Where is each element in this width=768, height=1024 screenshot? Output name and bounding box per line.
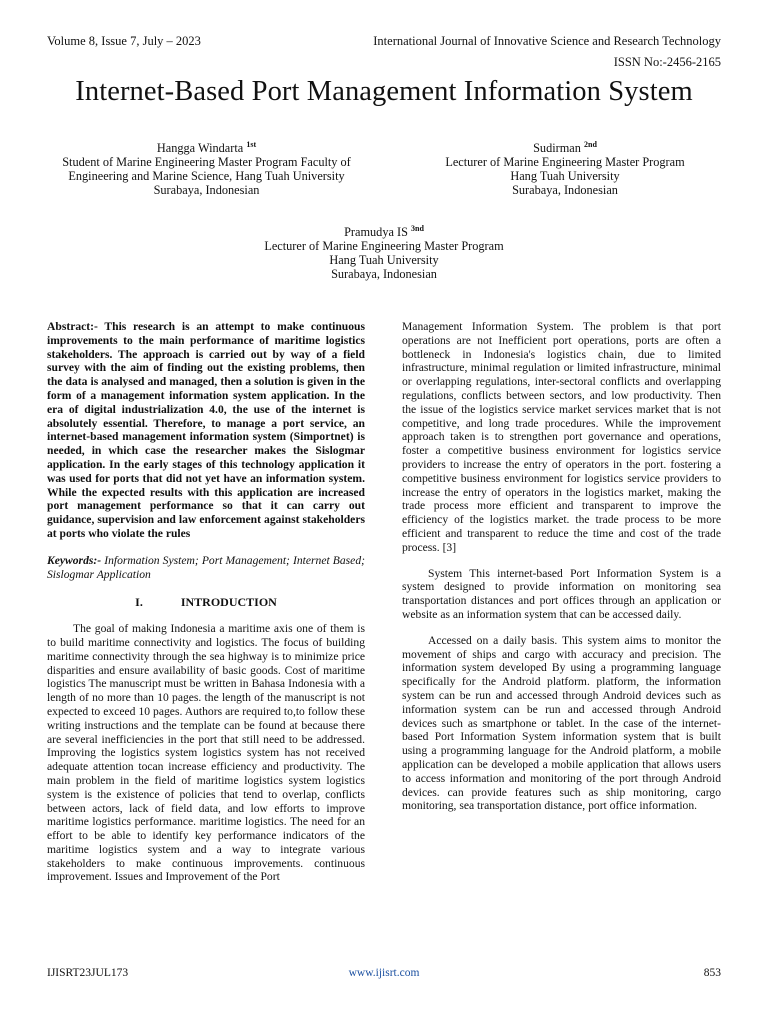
author-order: 2nd	[584, 140, 597, 149]
issn: ISSN No:-2456-2165	[613, 55, 721, 69]
author-2	[395, 138, 735, 197]
keywords-label: Keywords:-	[47, 553, 102, 567]
author-name: Pramudya IS	[344, 225, 408, 240]
affiliation-line: Surabaya, Indonesian	[331, 267, 437, 282]
affiliation-line: Surabaya, Indonesian	[512, 183, 618, 198]
affiliation-line: Hang Tuah University	[329, 253, 439, 268]
section-heading	[47, 596, 365, 610]
author-name: Sudirman	[533, 141, 581, 156]
affiliation-line: Hang Tuah University	[510, 169, 620, 184]
author-1	[40, 138, 373, 197]
body-paragraph: Management Information System. The problem is that port operations are not Inefficient port operations, ports are often a bottleneck in Indonesia's logistics chain, due to limited infrastructure, minimal regulation or limited infrastructure, minimal or overlapping regulations, inter-sectoral conflicts and overlapping regulations, conflicts between sectors, and low productivity. Then the issue of the logistics service market services market that is not competitive, and long trade procedures. While the improvement approach taken is to strengthen port governance and operations, foster a competitive business environment for logistics service providers to increase the entry of operators in the port. fostering a competitive business environment for logistics service providers to increase the entry of operators in the logistics market, making the trade process more efficient and transparent to improve the efficiency of the logistics market. the trade process to be more efficient and transparent to reduce the time and cost of the trade process. [3]	[402, 320, 721, 554]
affiliation-line: Lecturer of Marine Engineering Master Program	[264, 239, 504, 254]
page-number: 853	[703, 967, 721, 979]
paper-code: IJISRT23JUL173	[47, 967, 129, 979]
right-column	[402, 320, 721, 813]
journal-url-link[interactable]: www.ijisrt.com	[348, 967, 420, 979]
body-paragraph: System This internet-based Port Information System is a system designed to provide information on monitoring sea transportation distances and port offices through an application or website as an information system that can be accessed daily.	[402, 566, 721, 621]
affiliation-line: Lecturer of Marine Engineering Master Program	[445, 155, 685, 170]
author-order: 3nd	[411, 224, 424, 233]
journal-name: International Journal of Innovative Science and Research Technology	[373, 34, 721, 48]
volume-issue: Volume 8, Issue 7, July – 2023	[47, 34, 201, 48]
paper-title: Internet-Based Port Management Information System	[75, 76, 693, 107]
body-paragraph: Accessed on a daily basis. This system aims to monitor the movement of ships and cargo with accuracy and precision. The information system developed By using a programming language specifically for the Android platform. platform, the information system can be run and accessed through Android devices such as information system can be run and accessed through Android devices such as smartphone or tablet. In the case of the internet-based Port Information System information system that is built using a programming language for the Android platform, a mobile application can be developed a mobile application that allows users to access information and monitoring of the port through Android devices. can provide features such as ship monitoring, cargo monitoring, sea transportation distance, port office information.	[402, 633, 721, 813]
author-name: Hangga Windarta	[156, 141, 244, 156]
keywords-text: Information System; Port Management; Internet Based; Sislogmar Application	[47, 553, 365, 581]
keywords	[47, 554, 365, 582]
author-3	[200, 222, 568, 281]
affiliation-line: Student of Marine Engineering Master Program Faculty of	[62, 155, 351, 170]
section-number: I.	[135, 595, 143, 610]
affiliation-line: Engineering and Marine Science, Hang Tuah University	[68, 169, 345, 184]
intro-paragraph: The goal of making Indonesia a maritime axis one of them is to build maritime connectivity and logistics. The focus of building maritime connectivity through the sea highway is to minimize price disparities and ensure availability of basic goods. Cost of maritime logistics The manuscript must be written in Bahasa Indonesia with a length of no more than 10 pages. the length of the manuscript is not expected to exceed 10 pages. Authors are required to,to follow these writing instructions and the template can be found at because there are several inefficiencies in the port that still need to be addressed. Improving the logistics system logistics system has not received adequate attention tocan increase efficiency and productivity. The main problem in the field of maritime logistics system logistics system is the existence of policies that tend to overlap, conflicts between actors, lack of field data, and low efforts to improve maritime logistics performance. maritime logistics. The need for an effort to be able to identify key performance indicators of the maritime logistics system and a way to integrate various stakeholders to make continuous improvements. continuous improvement. Issues and Improvement of the Port	[47, 622, 365, 884]
section-title: INTRODUCTION	[180, 595, 277, 610]
author-order: 1st	[246, 140, 257, 149]
left-column	[47, 320, 365, 884]
affiliation-line: Surabaya, Indonesian	[153, 183, 260, 198]
abstract: Abstract:- This research is an attempt to make continuous improvements to the main performance of maritime logistics stakeholders. The approach is carried out by way of a field survey with the aim of finding out the existing problems, then the data is analysed and managed, then a solution is given in the form of a management information system application. In the era of digital industrialization 4.0, the use of the internet is absolutely essential. Therefore, to manage a port service, an internet-based management information system (Simportnet) is needed, in which case the researcher makes the Sislogmar application. In the early stages of this technology application it was used for ports that did not yet have an information system. While the expected results with this application are increased port management performance so that it can carry out guidance, supervision and law enforcement against stakeholders at ports who violate the rules	[47, 320, 365, 540]
